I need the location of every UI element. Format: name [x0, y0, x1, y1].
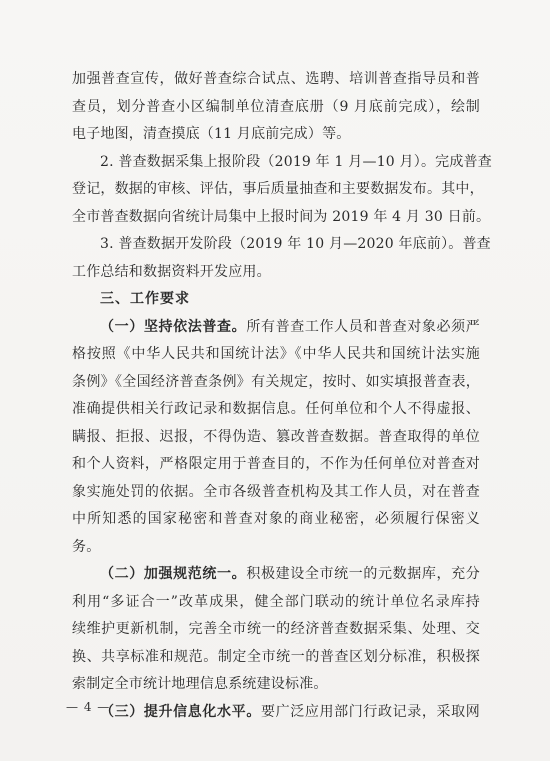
text-line: 象实施处罚的依据。全市各级普查机构及其工作人员，对在普查 [72, 483, 480, 500]
text-line: 2. 普查数据采集上报阶段（2019 年 1 月—10 月）。完成普查 [100, 153, 492, 170]
text-line: 准确提供相关行政记录和数据信息。任何单位和个人不得虚报、 [72, 401, 480, 417]
text-run: 要广泛应用部门行政记录，采取网 [260, 703, 480, 720]
text-line: 索制定全市统计地理信息系统建设标准。 [72, 676, 328, 692]
text-line [72, 314, 480, 342]
text-line: 电子地图，清查摸底（11 月底前完成）等。 [72, 126, 351, 142]
page-number: — 4 — [66, 700, 111, 714]
subsection-heading: （二）加强规范统一。 [100, 566, 247, 582]
text-run: 所有普查工作人员和普查对象必须严 [246, 318, 481, 335]
section-heading: 三、工作要求 [100, 291, 190, 307]
text-line: 利用“多证合一”改革成果，健全部门联动的统计单位名录库持 [72, 593, 480, 610]
text-line: 格按照《中华人民共和国统计法》《中华人民共和国统计法实施 [72, 346, 480, 362]
body-text [72, 66, 492, 726]
text-line [72, 561, 480, 589]
text-line: 3. 普查数据开发阶段（2019 年 10 月—2020 年底前）。普查 [100, 236, 491, 252]
text-line: 换、共享标准和规范。制定全市统一的普查区划分标准，积极探 [72, 648, 480, 665]
text-line: 加强普查宣传，做好普查综合试点、选聘、培训普查指导员和普 [72, 71, 480, 87]
subsection-heading: （一）坚持依法普查。 [100, 318, 247, 335]
text-line: 务。 [72, 538, 101, 555]
text-line: 工作总结和数据资料开发应用。 [72, 263, 271, 280]
text-line: 续维护更新机制，完善全市统一的经济普查数据采集、处理、交 [72, 621, 480, 637]
text-line: 条例》《全国经济普查条例》有关规定，按时、如实填报普查表， [72, 373, 480, 390]
text-line: 查员，划分普查小区编制单位清查底册（9 月底前完成），绘制 [72, 98, 480, 115]
text-line: 登记，数据的审核、评估，事后质量抽查和主要数据发布。其中， [72, 181, 484, 197]
text-line [72, 699, 480, 727]
text-run: 积极建设全市统一的元数据库，充分 [246, 566, 481, 582]
text-line: 和个人资料，严格限定用于普查目的，不作为任何单位对普查对 [72, 456, 480, 472]
text-line: 全市普查数据向省统计局集中上报时间为 2019 年 4 月 30 日前。 [72, 208, 491, 225]
text-line: 中所知悉的国家秘密和普查对象的商业秘密，必须履行保密义 [72, 511, 480, 527]
subsection-heading: （三）提升信息化水平。 [100, 703, 261, 720]
text-line: 瞒报、拒报、迟报，不得伪造、篡改普查数据。普查取得的单位 [72, 428, 480, 445]
